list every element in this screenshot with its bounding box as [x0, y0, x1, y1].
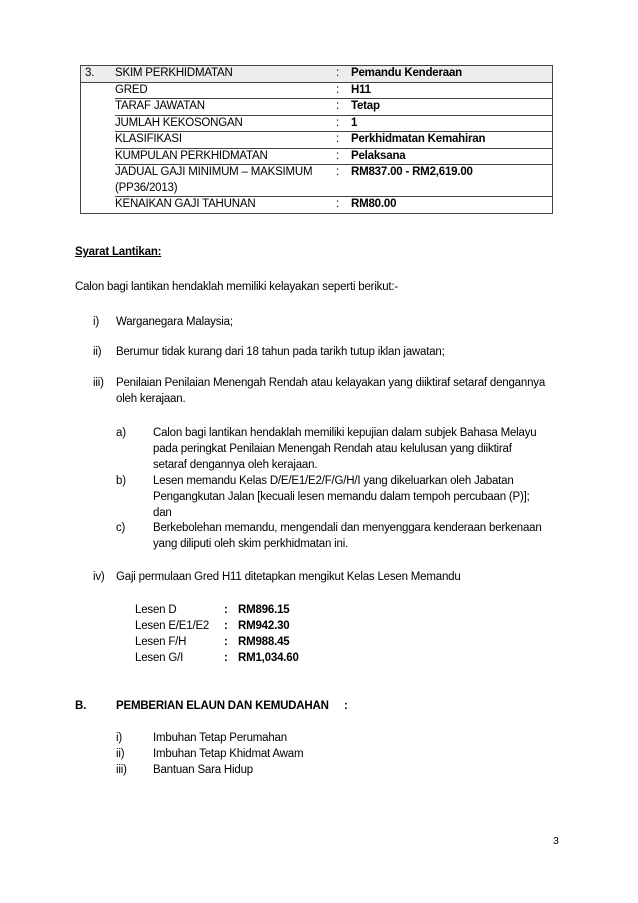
list-item-number: ii)	[93, 346, 102, 358]
row-colon: :	[336, 198, 339, 210]
table-row	[81, 148, 553, 165]
row-value: RM80.00	[351, 198, 397, 210]
row-value: Tetap	[351, 99, 553, 116]
table-row	[81, 115, 553, 132]
list-item-text: Imbuhan Tetap Khidmat Awam	[153, 748, 304, 760]
list-item-text: Bantuan Sara Hidup	[153, 764, 253, 776]
list-item-number: iv)	[93, 571, 105, 583]
sub-item-line: Berkebolehan memandu, mengendali dan menyenggara kenderaan berkenaan	[153, 522, 542, 534]
list-item-text: Imbuhan Tetap Perumahan	[153, 732, 287, 744]
lesen-class: Lesen E/E1/E2	[135, 620, 210, 632]
lesen-salary: RM942.30	[238, 620, 290, 632]
list-item-number: ii)	[116, 748, 125, 760]
list-item-text: oleh kerajaan.	[116, 393, 186, 405]
list-item-number: iii)	[93, 377, 104, 389]
row-colon: :	[336, 66, 351, 83]
table-row	[81, 82, 553, 99]
row-label: KENAIKAN GAJI TAHUNAN	[115, 198, 256, 210]
list-item-text: Berumur tidak kurang dari 18 tahun pada tarikh tutup iklan jawatan;	[116, 346, 445, 358]
row-colon: :	[336, 165, 351, 197]
row-colon: :	[336, 115, 351, 132]
lesen-colon: :	[224, 604, 228, 616]
lesen-salary: RM988.45	[238, 636, 290, 648]
row-value: RM837.00 - RM2,619.00	[351, 165, 553, 197]
row-value: Pemandu Kenderaan	[351, 66, 553, 83]
row-label: JUMLAH KEKOSONGAN	[115, 115, 336, 132]
table-row	[81, 99, 553, 116]
lesen-class: Lesen G/I	[135, 652, 184, 664]
lesen-colon: :	[224, 620, 228, 632]
lesen-colon: :	[224, 636, 228, 648]
lesen-class: Lesen D	[135, 604, 177, 616]
syarat-intro: Calon bagi lantikan hendaklah memiliki kelayakan seperti berikut:-	[75, 281, 399, 293]
table-row	[81, 132, 553, 149]
row-colon: :	[336, 148, 351, 165]
sub-item-letter: b)	[116, 475, 126, 487]
lesen-colon: :	[224, 652, 228, 664]
list-item-number: i)	[93, 316, 99, 328]
row-colon: :	[336, 99, 351, 116]
row-label-line: (PP36/2013)	[115, 181, 178, 194]
row-label: KUMPULAN PERKHIDMATAN	[115, 148, 336, 165]
row-label: TARAF JAWATAN	[115, 99, 336, 116]
sub-item-letter: a)	[116, 427, 126, 439]
sub-item-line: Calon bagi lantikan hendaklah memiliki kepujian dalam subjek Bahasa Melayu	[153, 427, 537, 439]
table-row	[81, 165, 553, 197]
job-info-table	[80, 65, 553, 214]
sub-item-line: dan	[153, 507, 172, 519]
row-label-line: JADUAL GAJI MINIMUM – MAKSIMUM	[115, 166, 313, 178]
row-label: SKIM PERKHIDMATAN	[115, 66, 336, 83]
sub-item-line: setaraf dengannya oleh kerajaan.	[153, 459, 318, 471]
list-item-number: iii)	[116, 764, 127, 776]
sub-item-letter: c)	[116, 522, 126, 534]
section-b-title: PEMBERIAN ELAUN DAN KEMUDAHAN	[116, 700, 329, 712]
row-value: H11	[351, 82, 553, 99]
list-item-text: Warganegara Malaysia;	[116, 316, 233, 328]
row-label: GRED	[115, 82, 336, 99]
list-item-text: Penilaian Penilaian Menengah Rendah atau kelayakan yang diiktiraf setaraf dengannya	[116, 377, 546, 389]
row-value: Pelaksana	[351, 148, 553, 165]
row-colon: :	[336, 82, 351, 99]
sub-item-line: Lesen memandu Kelas D/E/E1/E2/F/G/H/I yang dikeluarkan oleh Jabatan	[153, 475, 514, 487]
row-colon: :	[336, 132, 351, 149]
section-number: 3.	[81, 66, 116, 83]
list-item-text: Gaji permulaan Gred H11 ditetapkan mengikut Kelas Lesen Memandu	[116, 571, 461, 583]
sub-item-line: Pengangkutan Jalan [kecuali lesen memandu dalam tempoh percubaan (P)];	[153, 491, 530, 503]
table-row	[81, 66, 553, 83]
lesen-salary: RM1,034.60	[238, 652, 299, 664]
section-b-letter: B.	[75, 700, 87, 712]
row-label	[115, 165, 336, 197]
page-number: 3	[553, 835, 559, 847]
table-row	[81, 197, 553, 214]
list-item-number: i)	[116, 732, 122, 744]
lesen-salary: RM896.15	[238, 604, 290, 616]
row-value: 1	[351, 115, 553, 132]
section-b-colon: :	[344, 700, 348, 712]
row-value: Perkhidmatan Kemahiran	[351, 132, 553, 149]
lesen-class: Lesen F/H	[135, 636, 187, 648]
sub-item-line: yang diliputi oleh skim perkhidmatan ini.	[153, 538, 349, 550]
syarat-heading: Syarat Lantikan:	[75, 246, 162, 258]
sub-item-line: pada peringkat Penilaian Menengah Rendah atau kelulusan yang diiktiraf	[153, 443, 512, 455]
row-label: KLASIFIKASI	[115, 132, 336, 149]
